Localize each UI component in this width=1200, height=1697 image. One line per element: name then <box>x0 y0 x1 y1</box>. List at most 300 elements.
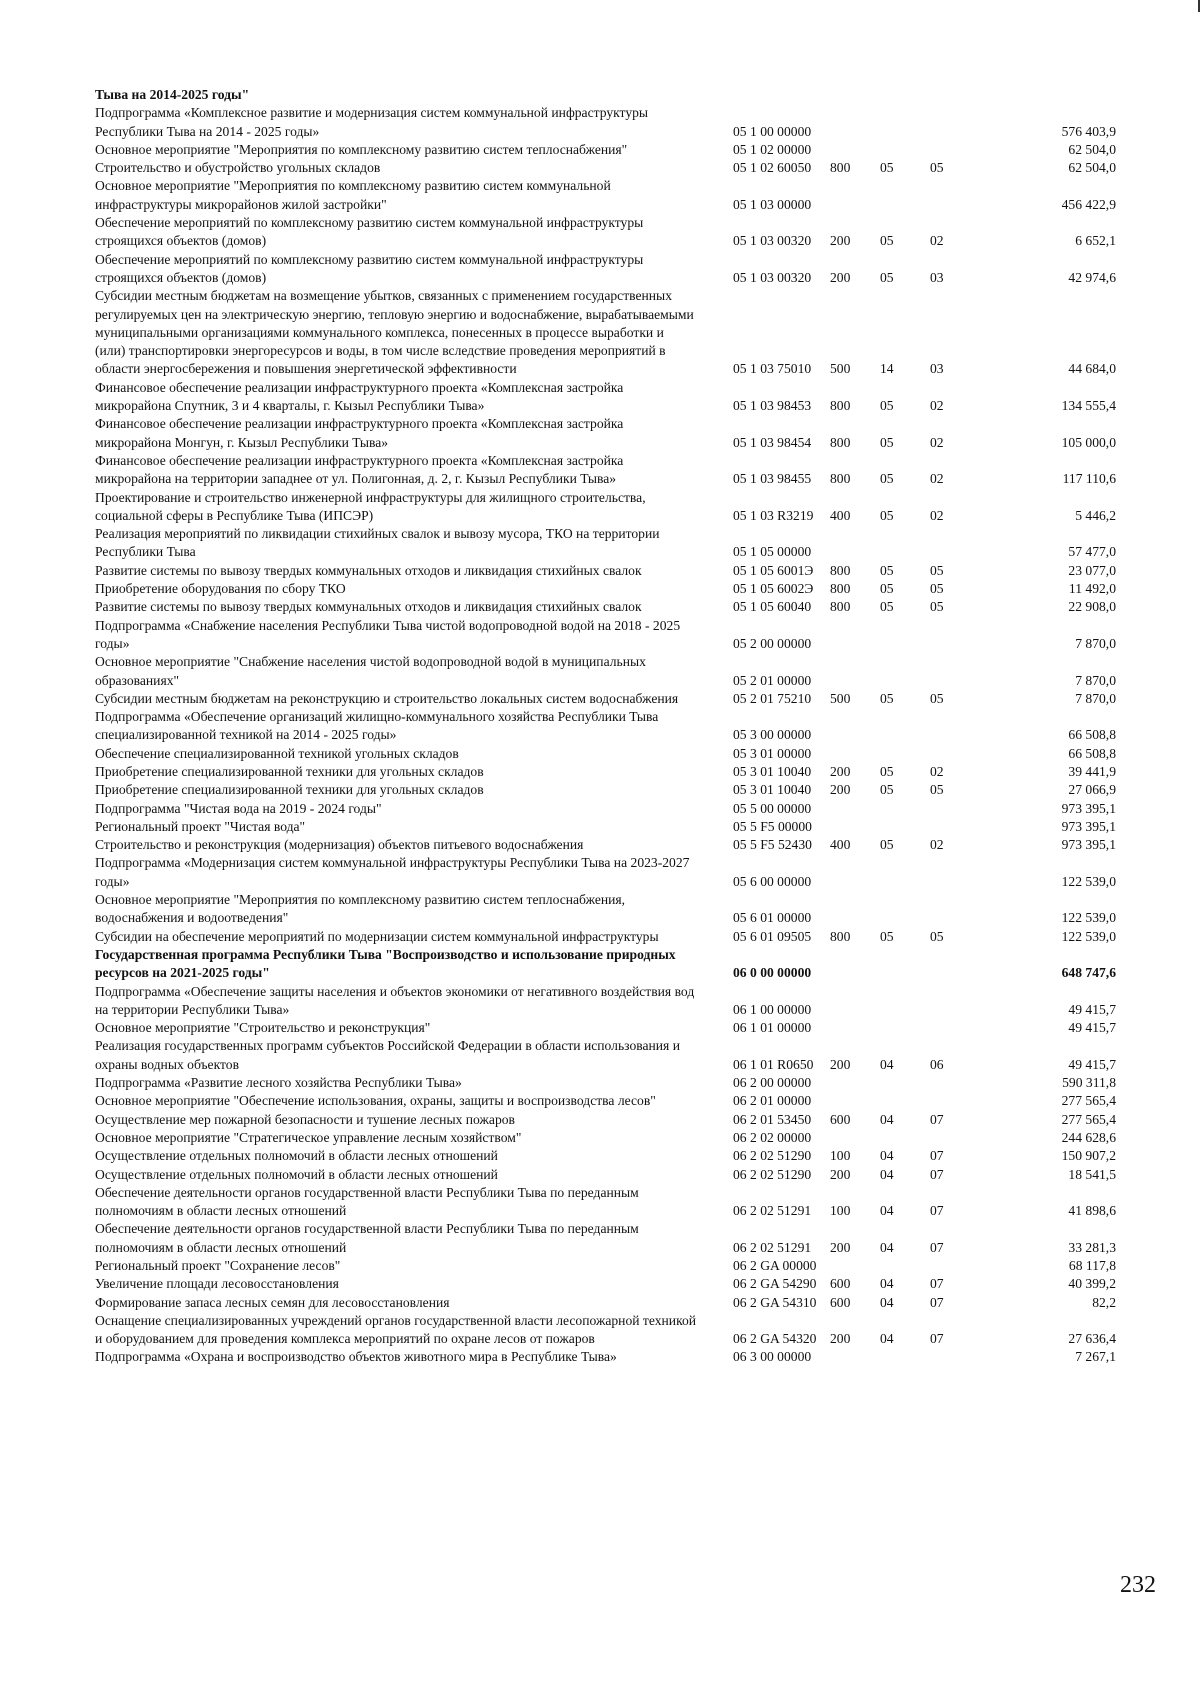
row-section <box>880 1129 930 1147</box>
row-subsection <box>930 104 990 141</box>
row-amount: 82,2 <box>1092 1294 1116 1310</box>
row-expense-type: 200 <box>830 1166 851 1182</box>
row-name: Основное мероприятие "Строительство и реконструкция" <box>95 1020 431 1036</box>
table-row <box>95 141 1130 159</box>
row-amount: 973 395,1 <box>1061 837 1116 853</box>
row-subsection: 02 <box>930 233 944 249</box>
row-code: 06 2 02 51290 <box>733 1166 812 1182</box>
row-expense-type: 200 <box>830 269 851 285</box>
row-subsection: 02 <box>930 763 944 779</box>
row-code: 06 2 00 00000 <box>733 1075 812 1091</box>
row-amount: 5 446,2 <box>1075 507 1116 523</box>
row-expense-type: 200 <box>830 233 851 249</box>
row-name: Региональный проект "Сохранение лесов" <box>95 1258 341 1273</box>
row-subsection: 02 <box>930 434 944 450</box>
row-section: 05 <box>880 763 894 779</box>
page-number: 232 <box>1120 1572 1156 1598</box>
row-name: Обеспечение деятельности органов государственной власти Республики Тыва по переданным полномочиям в области лесных отношений <box>95 1184 639 1219</box>
row-subsection <box>930 854 990 891</box>
table-row <box>95 1147 1130 1165</box>
row-expense-type: 100 <box>830 1203 851 1219</box>
row-code: 06 1 01 R0650 <box>733 1056 814 1072</box>
row-section: 04 <box>880 1056 894 1072</box>
row-expense-type <box>830 854 880 891</box>
row-expense-type: 800 <box>830 160 851 176</box>
row-section: 04 <box>880 1331 894 1347</box>
row-name: Осуществление отдельных полномочий в области лесных отношений <box>95 1166 498 1182</box>
row-section <box>880 1257 930 1275</box>
table-row <box>95 946 1130 983</box>
table-row <box>95 1294 1130 1312</box>
row-subsection: 05 <box>930 928 944 944</box>
row-amount: 49 415,7 <box>1068 1056 1116 1072</box>
row-amount: 18 541,5 <box>1068 1166 1116 1182</box>
table-row <box>95 1019 1130 1037</box>
row-code: 06 1 00 00000 <box>733 1001 812 1017</box>
row-expense-type <box>830 800 880 818</box>
row-expense-type: 800 <box>830 581 851 597</box>
row-code: 06 2 GA 54310 <box>733 1294 817 1310</box>
row-section <box>880 800 930 818</box>
row-amount: 150 907,2 <box>1061 1148 1116 1164</box>
row-name: Подпрограмма «Комплексное развитие и модернизация систем коммунальной инфраструктуры Республики Тыва на 2014 - 2025 годы» <box>95 105 649 139</box>
row-expense-type: 800 <box>830 434 851 450</box>
table-row <box>95 1037 1130 1074</box>
row-expense-type: 800 <box>830 471 851 487</box>
table-row <box>95 653 1130 690</box>
row-name: Развитие системы по вывозу твердых коммунальных отходов и ликвидация стихийных свалок <box>95 562 642 578</box>
row-code: 05 1 03 98454 <box>733 434 812 450</box>
row-amount: 41 898,6 <box>1068 1203 1116 1219</box>
row-amount: 62 504,0 <box>1068 141 1116 157</box>
table-row <box>95 598 1130 616</box>
row-code: 05 1 03 98453 <box>733 398 812 414</box>
table-row <box>95 415 1130 452</box>
row-code: 06 2 GA 00000 <box>733 1258 817 1273</box>
row-name: Тыва на 2014-2025 годы" <box>95 87 250 102</box>
row-name: Формирование запаса лесных семян для лесовосстановления <box>95 1294 450 1310</box>
row-amount: 576 403,9 <box>1061 123 1116 139</box>
table-row <box>95 781 1130 799</box>
table-row <box>95 379 1130 416</box>
row-code: 05 1 03 R3219 <box>733 507 814 523</box>
row-amount: 7 870,0 <box>1075 672 1116 688</box>
table-row <box>95 1275 1130 1293</box>
row-section: 04 <box>880 1203 894 1219</box>
row-subsection: 02 <box>930 507 944 523</box>
row-expense-type: 600 <box>830 1111 851 1127</box>
row-amount: 7 870,0 <box>1075 635 1116 651</box>
row-amount: 105 000,0 <box>1061 434 1116 450</box>
row-code: 06 2 GA 54320 <box>733 1331 817 1347</box>
row-section: 04 <box>880 1111 894 1127</box>
row-subsection: 07 <box>930 1276 944 1292</box>
row-expense-type: 800 <box>830 562 851 578</box>
row-section <box>880 1019 930 1037</box>
row-name: Обеспечение деятельности органов государственной власти Республики Тыва по переданным полномочиям в области лесных отношений <box>95 1221 639 1255</box>
row-expense-type: 600 <box>830 1294 851 1310</box>
row-amount: 62 504,0 <box>1068 160 1116 176</box>
row-subsection: 05 <box>930 581 944 597</box>
table-row <box>95 159 1130 177</box>
row-name: Приобретение оборудования по сбору ТКО <box>95 581 346 597</box>
row-section <box>880 891 930 928</box>
row-subsection <box>930 653 990 690</box>
row-name: Субсидии местным бюджетам на реконструкцию и строительство локальных систем водоснабжения <box>95 690 679 706</box>
row-expense-type <box>830 891 880 928</box>
row-section <box>880 653 930 690</box>
row-name: Приобретение специализированной техники для угольных складов <box>95 763 484 779</box>
row-name: Основное мероприятие "Обеспечение использования, охраны, защиты и воспроизводства лесов" <box>95 1093 656 1109</box>
row-subsection: 07 <box>930 1203 944 1219</box>
table-row <box>95 1348 1130 1366</box>
row-code: 06 2 02 51291 <box>733 1203 812 1219</box>
table-row <box>95 928 1130 946</box>
row-subsection <box>930 141 990 159</box>
row-section <box>880 86 930 104</box>
row-expense-type <box>830 177 880 214</box>
table-row <box>95 1184 1130 1221</box>
budget-table-container <box>95 86 1130 1367</box>
row-amount: 973 395,1 <box>1061 800 1116 816</box>
row-amount: 277 565,4 <box>1061 1093 1116 1109</box>
row-subsection: 07 <box>930 1166 944 1182</box>
table-row <box>95 287 1130 378</box>
row-expense-type <box>830 818 880 836</box>
row-amount: 6 652,1 <box>1075 233 1116 249</box>
row-subsection: 05 <box>930 599 944 615</box>
row-subsection: 03 <box>930 361 944 377</box>
row-code: 05 1 03 00000 <box>733 196 812 212</box>
row-name: Подпрограмма "Чистая вода на 2019 - 2024 годы" <box>95 800 382 816</box>
row-expense-type: 500 <box>830 361 851 377</box>
row-expense-type <box>830 86 880 104</box>
row-section <box>880 983 930 1020</box>
row-name: Осуществление отдельных полномочий в области лесных отношений <box>95 1148 498 1164</box>
row-amount: 66 508,8 <box>1068 745 1116 761</box>
row-section <box>880 745 930 763</box>
row-name: Проектирование и строительство инженерной инфраструктуры для жилищного строительства, социальной сферы в Республике Тыва (ИПСЭР) <box>95 489 646 523</box>
row-section: 14 <box>880 361 894 377</box>
row-name: Строительство и реконструкция (модернизация) объектов питьевого водоснабжения <box>95 837 584 853</box>
row-code: 06 2 02 51290 <box>733 1148 812 1164</box>
row-code: 06 2 02 51291 <box>733 1239 812 1255</box>
row-amount <box>990 86 1130 104</box>
row-expense-type: 500 <box>830 690 851 706</box>
row-expense-type: 800 <box>830 928 851 944</box>
row-name: Основное мероприятие "Мероприятия по комплексному развитию систем теплоснабжения, водоснабжения и водоотведения" <box>95 892 626 926</box>
row-subsection <box>930 177 990 214</box>
row-section <box>880 617 930 654</box>
table-row <box>95 525 1130 562</box>
row-amount: 66 508,8 <box>1068 727 1116 743</box>
row-subsection <box>930 983 990 1020</box>
row-section: 05 <box>880 562 894 578</box>
row-name: Обеспечение специализированной техникой угольных складов <box>95 745 459 761</box>
row-name: Государственная программа Республики Тыва "Воспроизводство и использование природных ресурсов на 2021-2025 годы" <box>95 946 676 981</box>
row-subsection: 07 <box>930 1331 944 1347</box>
row-name: Обеспечение мероприятий по комплексному развитию систем коммунальной инфраструктуры строящихся объектов (домов) <box>95 251 644 285</box>
row-name: Основное мероприятие "Снабжение населения чистой водопроводной водой в муниципальных образованиях" <box>95 654 646 688</box>
row-name: Оснащение специализированных учреждений органов государственной власти лесопожарной техникой и оборудованием для проведения комплекса мероприятий по охране лесов от пожаров <box>95 1312 697 1347</box>
table-row <box>95 763 1130 781</box>
row-code: 05 3 00 00000 <box>733 727 812 743</box>
row-subsection: 05 <box>930 160 944 176</box>
row-subsection: 05 <box>930 562 944 578</box>
row-expense-type: 800 <box>830 599 851 615</box>
row-amount: 7 870,0 <box>1075 690 1116 706</box>
row-name: Подпрограмма «Снабжение населения Республики Тыва чистой водопроводной водой на 2018 - 2025 годы» <box>95 617 681 651</box>
row-expense-type: 100 <box>830 1148 851 1164</box>
row-amount: 23 077,0 <box>1068 562 1116 578</box>
row-name: Подпрограмма «Охрана и воспроизводство объектов животного мира в Республике Тыва» <box>95 1349 617 1365</box>
row-amount: 68 117,8 <box>1068 1258 1116 1273</box>
row-expense-type: 400 <box>830 507 851 523</box>
row-code: 05 1 05 6002Э <box>733 581 814 597</box>
row-code: 06 2 01 00000 <box>733 1093 812 1109</box>
row-section <box>880 946 930 983</box>
row-code: 05 2 01 00000 <box>733 672 812 688</box>
row-code: 06 0 00 00000 <box>733 965 812 981</box>
row-section: 05 <box>880 160 894 176</box>
row-code: 06 2 01 53450 <box>733 1111 812 1127</box>
row-code: 05 1 03 75010 <box>733 361 812 377</box>
table-row <box>95 562 1130 580</box>
row-code: 05 5 F5 00000 <box>733 818 812 834</box>
row-amount: 122 539,0 <box>1061 873 1116 889</box>
row-code: 05 1 05 6001Э <box>733 562 814 578</box>
row-expense-type <box>830 104 880 141</box>
table-row <box>95 177 1130 214</box>
row-subsection: 02 <box>930 837 944 853</box>
row-expense-type: 200 <box>830 1331 851 1347</box>
row-expense-type <box>830 946 880 983</box>
row-subsection <box>930 708 990 745</box>
budget-table-body <box>95 86 1130 1367</box>
row-section <box>880 818 930 836</box>
row-expense-type <box>830 1129 880 1147</box>
table-row <box>95 1129 1130 1147</box>
row-code: 05 6 01 00000 <box>733 910 812 926</box>
row-section: 04 <box>880 1239 894 1255</box>
row-amount: 134 555,4 <box>1061 398 1116 414</box>
row-amount: 590 311,8 <box>1062 1075 1116 1091</box>
row-subsection <box>930 617 990 654</box>
row-amount: 49 415,7 <box>1068 1001 1116 1017</box>
row-name: Финансовое обеспечение реализации инфраструктурного проекта «Комплексная застройка микрорайона на территории западнее от ул. Полигонная, д. 2, г. Кызыл Республики Тыва» <box>95 452 624 487</box>
row-subsection <box>930 86 990 104</box>
row-name: Субсидии местным бюджетам на возмещение убытков, связанных с применением государственных регулируемых цен на электрическую энергию, тепловую энергию и водоснабжение, вырабатываемыми муниципальными организациями коммунального комплекса, понесенных в процессе выработки и (или) транспортировки энергоресурсов и воды, в том числе вследствие проведения мероприятий в области энергосбережения и повышения энергетической эффективности <box>95 288 694 377</box>
table-row <box>95 1312 1130 1349</box>
table-row <box>95 1257 1130 1275</box>
row-expense-type <box>830 1019 880 1037</box>
row-expense-type <box>830 141 880 159</box>
row-amount: 33 281,3 <box>1068 1239 1116 1255</box>
row-amount: 42 974,6 <box>1068 269 1116 285</box>
row-expense-type: 200 <box>830 763 851 779</box>
row-code: 06 2 GA 54290 <box>733 1276 817 1292</box>
row-expense-type <box>830 708 880 745</box>
row-expense-type <box>830 653 880 690</box>
row-name: Осуществление мер пожарной безопасности и тушение лесных пожаров <box>95 1111 515 1127</box>
row-section: 05 <box>880 690 894 706</box>
row-amount: 7 267,1 <box>1075 1349 1116 1365</box>
row-subsection <box>930 1092 990 1110</box>
row-subsection <box>930 1074 990 1092</box>
row-section: 05 <box>880 928 894 944</box>
row-name: Приобретение специализированной техники для угольных складов <box>95 782 484 798</box>
table-row <box>95 854 1130 891</box>
row-section: 05 <box>880 233 894 249</box>
row-code <box>705 86 830 104</box>
row-name: Субсидии на обеспечение мероприятий по модернизации систем коммунальной инфраструктуры <box>95 928 659 944</box>
row-code: 05 5 00 00000 <box>733 800 812 816</box>
table-row <box>95 1074 1130 1092</box>
row-section <box>880 854 930 891</box>
table-row <box>95 818 1130 836</box>
row-expense-type <box>830 1348 880 1366</box>
table-row <box>95 836 1130 854</box>
row-section: 04 <box>880 1166 894 1182</box>
row-name: Обеспечение мероприятий по комплексному развитию систем коммунальной инфраструктуры строящихся объектов (домов) <box>95 215 644 249</box>
row-code: 05 1 03 00320 <box>733 269 812 285</box>
table-row <box>95 617 1130 654</box>
row-section <box>880 708 930 745</box>
row-name: Основное мероприятие "Стратегическое управление лесным хозяйством" <box>95 1129 522 1145</box>
row-subsection <box>930 1019 990 1037</box>
row-code: 05 2 01 75210 <box>733 690 812 706</box>
row-section: 05 <box>880 434 894 450</box>
row-subsection: 07 <box>930 1239 944 1255</box>
row-amount: 39 441,9 <box>1068 763 1116 779</box>
table-row <box>95 983 1130 1020</box>
row-subsection <box>930 946 990 983</box>
row-code: 05 1 03 98455 <box>733 471 812 487</box>
row-code: 05 6 00 00000 <box>733 873 812 889</box>
row-code: 05 1 05 00000 <box>733 544 812 560</box>
row-subsection <box>930 525 990 562</box>
row-name: Основное мероприятие "Мероприятия по комплексному развитию систем коммунальной инфраструктуры микрорайонов жилой застройки" <box>95 178 611 212</box>
table-row <box>95 1092 1130 1110</box>
row-amount: 22 908,0 <box>1068 599 1116 615</box>
row-expense-type: 800 <box>830 398 851 414</box>
row-expense-type <box>830 1092 880 1110</box>
row-section <box>880 1348 930 1366</box>
row-expense-type <box>830 525 880 562</box>
row-code: 05 1 02 60050 <box>733 160 812 176</box>
row-section <box>880 525 930 562</box>
row-section <box>880 1074 930 1092</box>
row-section: 04 <box>880 1294 894 1310</box>
row-expense-type <box>830 1257 880 1275</box>
row-section: 05 <box>880 269 894 285</box>
row-section: 04 <box>880 1276 894 1292</box>
row-amount: 44 684,0 <box>1068 361 1116 377</box>
row-expense-type: 200 <box>830 1056 851 1072</box>
table-row <box>95 891 1130 928</box>
row-name: Развитие системы по вывозу твердых коммунальных отходов и ликвидация стихийных свалок <box>95 599 642 615</box>
row-name: Подпрограмма «Обеспечение организаций жилищно-коммунального хозяйства Республики Тыва специализированной техникой на 2014 - 2025 годы» <box>95 709 659 743</box>
row-section: 05 <box>880 507 894 523</box>
row-subsection: 07 <box>930 1294 944 1310</box>
table-row <box>95 251 1130 288</box>
row-code: 05 1 03 00320 <box>733 233 812 249</box>
row-section: 05 <box>880 581 894 597</box>
row-amount: 27 636,4 <box>1068 1331 1116 1347</box>
row-name: Финансовое обеспечение реализации инфраструктурного проекта «Комплексная застройка микрорайона Спутник, 3 и 4 кварталы, г. Кызыл Республики Тыва» <box>95 379 624 414</box>
row-code: 05 5 F5 52430 <box>733 837 812 853</box>
table-row <box>95 86 1130 104</box>
row-amount: 973 395,1 <box>1061 818 1116 834</box>
row-code: 06 3 00 00000 <box>733 1349 812 1365</box>
table-row <box>95 214 1130 251</box>
row-name: Основное мероприятие "Мероприятия по комплексному развитию систем теплоснабжения" <box>95 141 628 157</box>
table-row <box>95 1220 1130 1257</box>
row-subsection: 02 <box>930 471 944 487</box>
row-name: Увеличение площади лесовосстановления <box>95 1276 339 1292</box>
row-subsection: 05 <box>930 782 944 798</box>
row-code: 05 6 01 09505 <box>733 928 812 944</box>
budget-table <box>95 86 1130 1367</box>
table-row <box>95 489 1130 526</box>
row-section: 05 <box>880 599 894 615</box>
row-amount: 122 539,0 <box>1061 910 1116 926</box>
row-amount: 57 477,0 <box>1068 544 1116 560</box>
row-subsection: 06 <box>930 1056 944 1072</box>
table-row <box>95 745 1130 763</box>
row-subsection <box>930 891 990 928</box>
table-row <box>95 800 1130 818</box>
row-subsection <box>930 1348 990 1366</box>
row-amount: 27 066,9 <box>1068 782 1116 798</box>
row-section <box>880 1092 930 1110</box>
row-code: 05 3 01 10040 <box>733 763 812 779</box>
row-amount: 117 110,6 <box>1062 471 1116 487</box>
row-code: 05 1 00 00000 <box>733 123 812 139</box>
row-name: Подпрограмма «Развитие лесного хозяйства Республики Тыва» <box>95 1075 462 1091</box>
row-section: 05 <box>880 471 894 487</box>
row-subsection: 07 <box>930 1148 944 1164</box>
row-name: Подпрограмма «Модернизация систем коммунальной инфраструктуры Республики Тыва на 2023-2027 годы» <box>95 855 690 889</box>
row-subsection <box>930 1129 990 1147</box>
row-section: 04 <box>880 1148 894 1164</box>
table-row <box>95 104 1130 141</box>
table-row <box>95 708 1130 745</box>
row-amount: 49 415,7 <box>1068 1020 1116 1036</box>
row-subsection <box>930 818 990 836</box>
row-section <box>880 104 930 141</box>
row-expense-type: 600 <box>830 1276 851 1292</box>
row-subsection: 07 <box>930 1111 944 1127</box>
row-section: 05 <box>880 837 894 853</box>
row-amount: 456 422,9 <box>1061 196 1116 212</box>
row-expense-type <box>830 1074 880 1092</box>
row-amount: 648 747,6 <box>1061 965 1116 981</box>
row-section <box>880 177 930 214</box>
row-code: 05 1 05 60040 <box>733 599 812 615</box>
row-amount: 11 492,0 <box>1068 581 1116 597</box>
row-code: 05 2 00 00000 <box>733 635 812 651</box>
row-name: Строительство и обустройство угольных складов <box>95 160 381 176</box>
row-expense-type: 400 <box>830 837 851 853</box>
row-section: 05 <box>880 782 894 798</box>
row-name: Реализация государственных программ субъектов Российской Федерации в области использования и охраны водных объектов <box>95 1038 680 1072</box>
row-amount: 122 539,0 <box>1061 928 1116 944</box>
table-row <box>95 580 1130 598</box>
row-name: Подпрограмма «Обеспечение защиты населения и объектов экономики от негативного воздействия вод на территории Республики Тыва» <box>95 983 695 1017</box>
row-expense-type <box>830 617 880 654</box>
row-code: 06 1 01 00000 <box>733 1020 812 1036</box>
